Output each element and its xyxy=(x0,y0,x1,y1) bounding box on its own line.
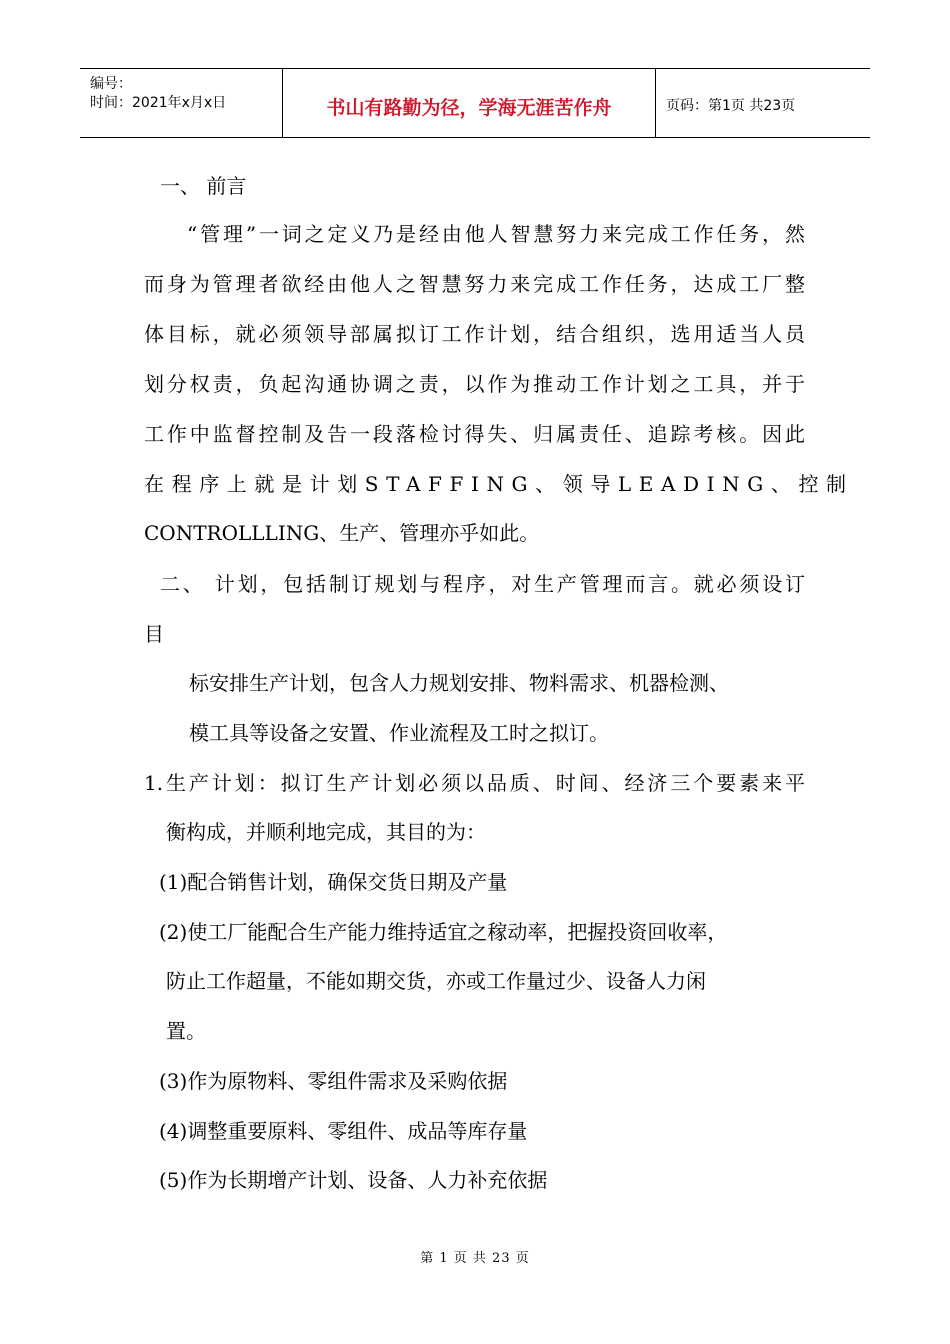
paragraph-line: 目 xyxy=(144,622,164,646)
header-page-cell xyxy=(656,69,870,137)
header-meta-cell xyxy=(80,69,283,137)
header-motto: 书山有路勤为径，学海无涯苦作舟 xyxy=(326,97,612,119)
paragraph-line: 衡构成，并顺利地完成，其目的为： xyxy=(166,820,486,844)
list-item: (3)作为原物料、零组件需求及采购依据 xyxy=(159,1069,508,1093)
paragraph-line: “管理”一词之定义乃是经由他人智慧努力来完成工作任务，然 xyxy=(187,222,805,246)
subsection-production-plan: 1.生产计划：拟订生产计划必须以品质、时间、经济三个要素来平 xyxy=(144,771,805,795)
header-page-info: 页码：第1页 共23页 xyxy=(666,98,796,114)
list-item-continuation: 防止工作超量，不能如期交货，亦或工作量过少、设备人力闲 xyxy=(166,969,706,993)
document-number-label: 编号： xyxy=(90,76,132,92)
list-item: (4)调整重要原料、零组件、成品等库存量 xyxy=(159,1119,528,1143)
list-item: (5)作为长期增产计划、设备、人力补充依据 xyxy=(159,1168,548,1192)
page-footer: 第 1 页 共 23 页 xyxy=(420,1251,530,1266)
section-heading-planning: 二、 计划，包括制订规划与程序，对生产管理而言。就必须设订 xyxy=(160,572,805,596)
paragraph-line: 而身为管理者欲经由他人之智慧努力来完成工作任务，达成工厂整 xyxy=(144,272,805,296)
paragraph-line: 工作中监督控制及告一段落检讨得失、归属责任、追踪考核。因此 xyxy=(144,422,805,446)
paragraph-line: 标安排生产计划，包含人力规划安排、物料需求、机器检测、 xyxy=(189,671,729,695)
document-time-label: 时间：2021年x月x日 xyxy=(90,95,227,111)
list-item-continuation: 置。 xyxy=(166,1019,206,1043)
header-motto-cell xyxy=(283,69,656,137)
paragraph-line: 划分权责，负起沟通协调之责，以作为推动工作计划之工具，并于 xyxy=(144,372,805,396)
document-header xyxy=(80,68,870,138)
paragraph-line: 模工具等设备之安置、作业流程及工时之拟订。 xyxy=(189,721,609,745)
paragraph-line-spaced xyxy=(144,472,854,496)
paragraph-line: CONTROLLLING、生产、管理亦乎如此。 xyxy=(144,521,540,545)
list-item: (2)使工厂能配合生产能力维持适宜之稼动率，把握投资回收率， xyxy=(159,920,728,944)
paragraph-line: 体目标，就必须领导部属拟订工作计划，结合组织，选用适当人员 xyxy=(144,322,805,346)
spaced-text: 在程序上就是计划STAFFING、领导LEADING、控制 xyxy=(144,472,854,496)
section-heading-preface: 一、 前言 xyxy=(160,174,247,198)
list-item: (1)配合销售计划，确保交货日期及产量 xyxy=(159,870,508,894)
